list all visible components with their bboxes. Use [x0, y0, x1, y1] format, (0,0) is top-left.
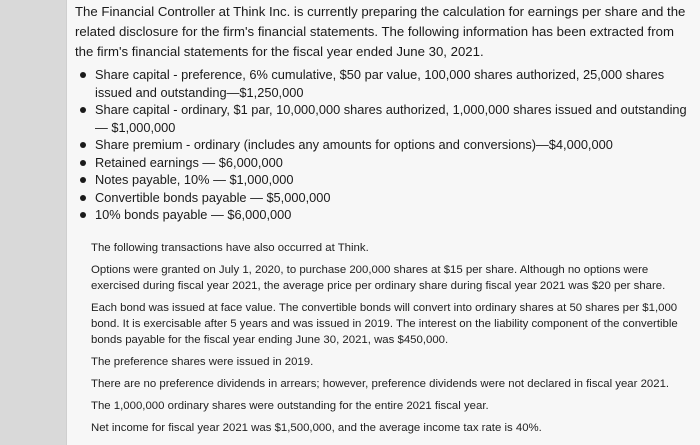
bonds-paragraph: Each bond was issued at face value. The convertible bonds will convert into ordinary shares at 50 shares per $1,000 bond. It is exercisable after 5 years and was issued in 2019. The interest on the liability component of the convertible bonds payable for the fiscal year ending June 30, 2021, was $450,000.: [91, 302, 678, 346]
list-item: 10% bonds payable — $6,000,000: [75, 206, 690, 224]
list-item: Notes payable, 10% — $1,000,000: [75, 171, 690, 189]
list-item: Share capital - preference, 6% cumulative, $50 par value, 100,000 shares authorized, 25,000 shares issued and outstanding—$1,250,000: [75, 66, 690, 101]
net-income-paragraph: Net income for fiscal year 2021 was $1,500,000, and the average income tax rate is 40%.: [91, 422, 542, 434]
list-item: Share capital - ordinary, $1 par, 10,000,000 shares authorized, 1,000,000 shares issued and outstanding — $1,000,000: [75, 101, 690, 136]
options-paragraph: Options were granted on July 1, 2020, to purchase 200,000 shares at $15 per share. Although no options were exercised during fiscal year 2021, the average price per ordinary share during fiscal year 2021 was $20 per share.: [91, 264, 666, 292]
document-sheet: [67, 0, 700, 445]
list-item: Convertible bonds payable — $5,000,000: [75, 189, 690, 207]
intro-paragraph: The Financial Controller at Think Inc. is currently preparing the calculation for earnings per share and the related disclosure for the firm's financial statements. The following information has been extracted from the firm's financial statements for the fiscal year ended June 30, 2021.: [75, 4, 686, 59]
preference-issue-paragraph: The preference shares were issued in 2019.: [91, 356, 314, 368]
ordinary-shares-paragraph: The 1,000,000 ordinary shares were outstanding for the entire 2021 fiscal year.: [91, 400, 489, 412]
dividends-paragraph: There are no preference dividends in arrears; however, preference dividends were not declared in fiscal year 2021.: [91, 378, 670, 390]
list-item: Share premium - ordinary (includes any amounts for options and conversions)—$4,000,000: [75, 136, 690, 154]
transactions-heading: The following transactions have also occurred at Think.: [91, 242, 369, 254]
transactions-section: [91, 240, 686, 442]
list-item: Retained earnings — $6,000,000: [75, 154, 690, 172]
account-balances-list: [75, 66, 690, 224]
left-margin: [0, 0, 67, 445]
